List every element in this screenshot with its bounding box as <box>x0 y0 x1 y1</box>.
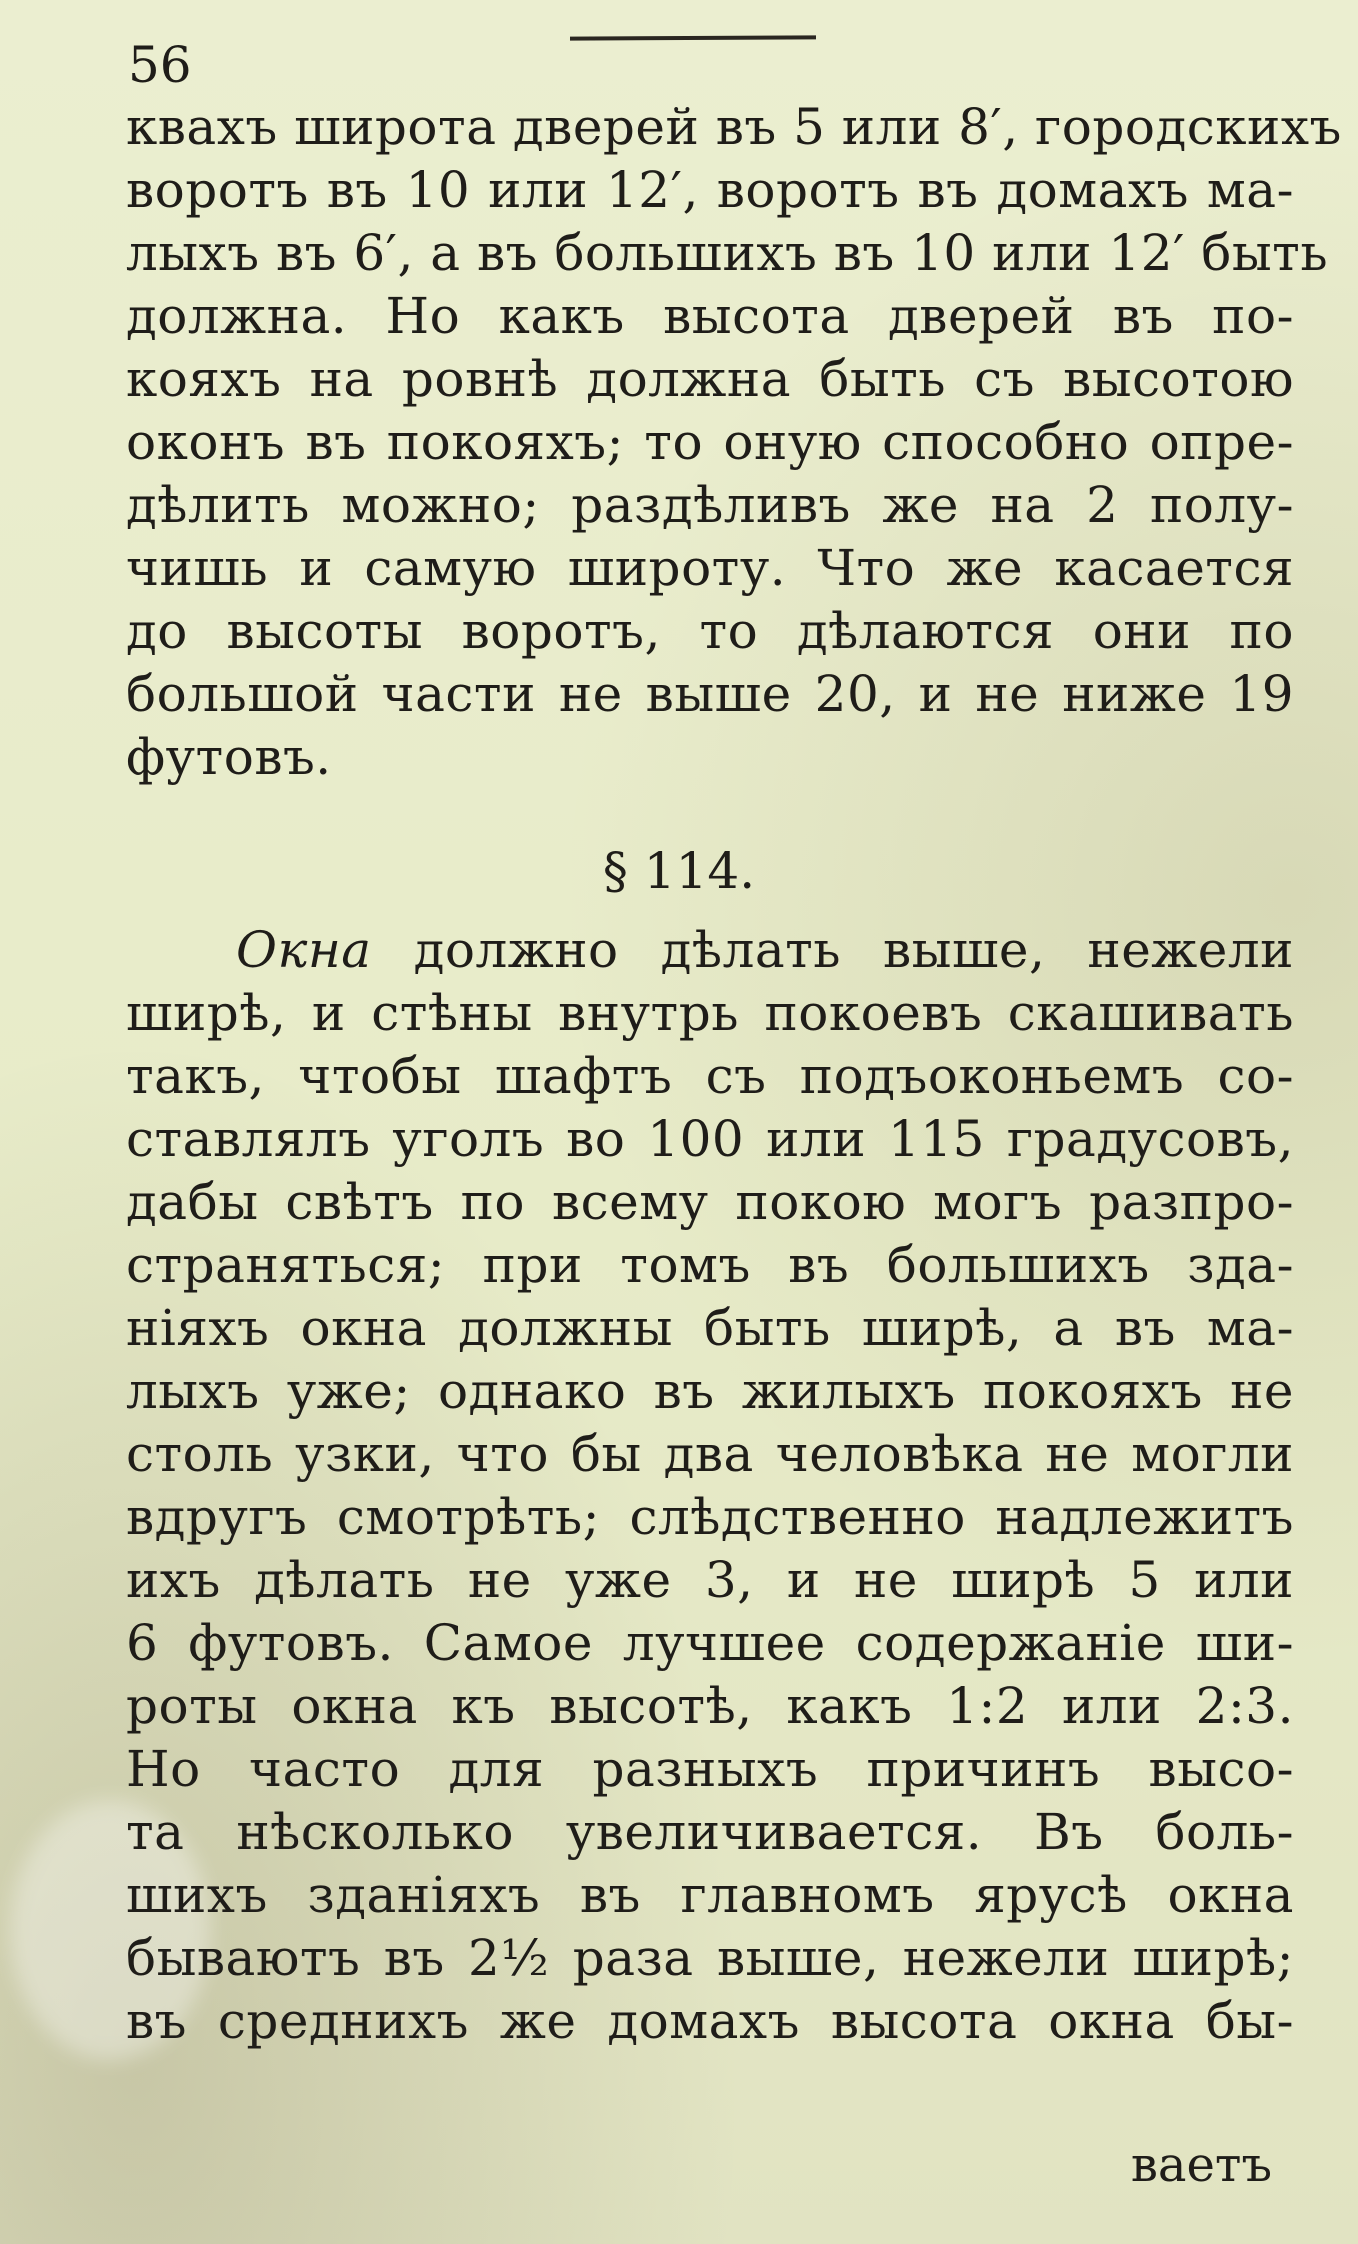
text-line: ширѣ, и стѣны внутрь покоевъ скашивать <box>126 984 1294 1042</box>
paragraph-windows <box>126 919 1294 2053</box>
text-line: футовъ. <box>126 728 332 786</box>
text-line: та нѣсколько увеличивается. Въ боль- <box>126 1803 1294 1861</box>
text-line: до высоты воротъ, то дѣлаются они по <box>126 602 1294 660</box>
text-line: бываютъ въ 2½ раза выше, нежели ширѣ; <box>126 1929 1294 1987</box>
text-line: дѣлить можно; раздѣливъ же на 2 полу- <box>126 476 1294 534</box>
text-line: лыхъ уже; однако въ жилыхъ покояхъ не <box>126 1362 1294 1420</box>
text-line: шихъ зданіяхъ въ главномъ ярусѣ окна <box>126 1866 1294 1924</box>
text-line: столь узки, что бы два человѣка не могли <box>126 1425 1294 1483</box>
text-line: страняться; при томъ въ большихъ зда- <box>126 1236 1294 1294</box>
text-line: оконъ въ покояхъ; то оную способно опре- <box>126 413 1294 471</box>
text-line: ставлялъ уголъ во 100 или 115 градусовъ, <box>126 1110 1294 1168</box>
text-line: роты окна къ высотѣ, какъ 1:2 или 2:3. <box>126 1677 1294 1735</box>
text-line: большой части не выше 20, и не ниже 19 <box>126 665 1294 723</box>
header-rule <box>570 35 816 40</box>
text-line: ніяхъ окна должны быть ширѣ, а въ ма- <box>126 1299 1294 1357</box>
text-line: лыхъ въ 6′, а въ большихъ въ 10 или 12′ быть <box>126 224 1329 282</box>
section-heading: § 114. <box>602 842 756 900</box>
text-line: должна. Но какъ высота дверей въ по- <box>126 287 1294 345</box>
text-line: ихъ дѣлать не уже 3, и не ширѣ 5 или <box>126 1551 1294 1609</box>
text-line: чишь и самую широту. Что же касается <box>126 539 1294 597</box>
paragraph-doors-gates <box>126 96 1342 789</box>
text-line: кояхъ на ровнѣ должна быть съ высотою <box>126 350 1294 408</box>
text-line: воротъ въ 10 или 12′, воротъ въ домахъ ма- <box>126 161 1294 219</box>
text-line: квахъ широта дверей въ 5 или 8′, городскихъ <box>126 98 1342 156</box>
text-line-first <box>126 919 1294 982</box>
lead-word: Окна <box>236 921 372 979</box>
text-line: такъ, чтобы шафтъ съ подъоконьемъ со- <box>126 1047 1294 1105</box>
text-line: дабы свѣтъ по всему покою могъ разпро- <box>126 1173 1294 1231</box>
text-line: 6 футовъ. Самое лучшее содержаніе ши- <box>126 1614 1294 1672</box>
page-number: 56 <box>128 36 192 94</box>
catchword: ваетъ <box>1130 2137 1272 2193</box>
text-line: Но часто для разныхъ причинъ высо- <box>126 1740 1294 1798</box>
text-line: въ среднихъ же домахъ высота окна бы- <box>126 1992 1294 2050</box>
first-line-rest: должно дѣлать выше, нежели <box>413 921 1294 979</box>
text-line: вдругъ смотрѣть; слѣдственно надлежитъ <box>126 1488 1294 1546</box>
